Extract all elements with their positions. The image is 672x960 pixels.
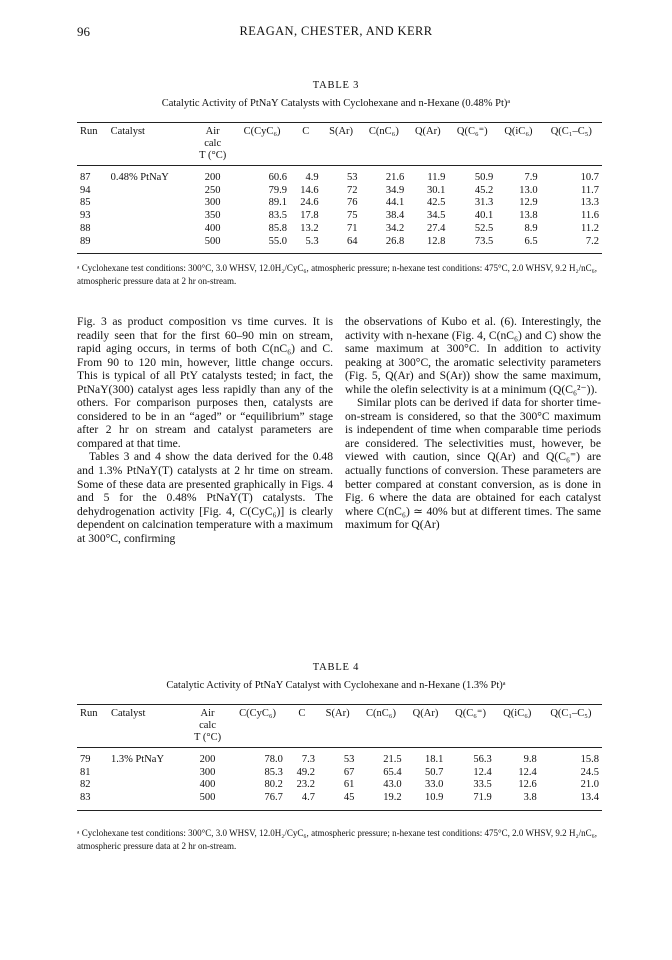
paragraph: Tables 3 and 4 show the data derived for the 0.48 and 1.3% PtNaY(T) catalysts at 2 hr time on stream. Some of these data are presented graphically in Figs. 4 and 5 for the 0.48% PtNaY(T) catalysts. The dehydrogenation activity [Fig. 4, C(CyC₆)] is clearly dependent on calcination temperature with a maximum at 300°C, confirming	[77, 450, 333, 545]
column-header: Q(C₁–C₅)	[540, 705, 602, 748]
table-cell: 34.5	[426, 210, 446, 222]
table-cell: 85	[80, 197, 91, 209]
table-cell: 18.1	[424, 754, 444, 765]
column-header: Q(Ar)	[407, 123, 448, 166]
table-cell: 300	[199, 766, 216, 778]
table-cell: 30.1	[426, 184, 446, 196]
table-cell: 27.4	[426, 222, 446, 234]
table-cell: 93	[80, 210, 91, 222]
table-cell: 33.5	[473, 779, 492, 791]
table-cell: 45	[318, 792, 357, 810]
table-cell: 350	[204, 210, 221, 222]
table-cell: 85.3	[264, 766, 283, 778]
table-cell: 34.2	[385, 222, 405, 234]
table-cell: 85.8	[268, 222, 287, 234]
table-cell: 72	[347, 184, 358, 196]
table-cell: 24.5	[580, 766, 599, 778]
table-cell: 33.0	[424, 779, 444, 791]
column-header: Q(iC₆)	[495, 705, 540, 748]
table-cell	[108, 185, 192, 198]
header-row	[77, 705, 602, 748]
table-cell: 400	[199, 779, 216, 791]
table-cell: 200	[204, 172, 221, 183]
table-cell: 1.3% PtNaY	[110, 754, 165, 765]
table-cell: 17.8	[300, 210, 319, 222]
column-header: Catalyst	[108, 705, 186, 748]
table-cell: 65.4	[383, 766, 402, 778]
table-cell	[108, 210, 192, 223]
table-row	[77, 210, 602, 223]
table-cell: 60.6	[268, 172, 287, 183]
table4	[77, 704, 602, 811]
table-cell: 50.7	[424, 766, 444, 778]
table-row	[77, 185, 602, 198]
table-cell: 31.3	[474, 197, 494, 209]
table-cell: 26.8	[361, 236, 408, 254]
table-cell: 7.9	[524, 172, 538, 183]
running-head: REAGAN, CHESTER, AND KERR	[239, 24, 433, 38]
table4-caption	[0, 662, 672, 691]
table-cell: 4.9	[305, 172, 319, 183]
table-cell: 44.1	[385, 197, 405, 209]
table-cell: 21.6	[385, 172, 405, 183]
table-cell	[108, 792, 186, 810]
table4-footnote: ᵃ Cyclohexane test conditions: 300°C, 3.0 WHSV, 12.0H₂/CyC₆, atmospheric pressure; n-hexane test conditions: 475°C, 2.0 WHSV, 9.2 H₂/nC₆, atmospheric pressure data at 2 hr on-stream.	[77, 828, 597, 851]
table-cell: 40.1	[474, 210, 494, 222]
column-header: C(CyC₆)	[234, 123, 290, 166]
table-cell: 34.9	[385, 184, 405, 196]
table-cell	[108, 197, 192, 210]
table-cell: 13.8	[519, 210, 538, 222]
column-header: Air calc T (°C)	[191, 123, 234, 166]
table-row	[77, 767, 602, 780]
table-cell: 61	[343, 779, 355, 791]
table-cell: 8.9	[524, 222, 538, 234]
table-cell: 21.5	[383, 754, 402, 765]
column-header: S(Ar)	[322, 123, 361, 166]
table-cell: 76	[347, 197, 358, 209]
table-cell: 0.48% PtNaY	[110, 172, 169, 183]
table-cell: 12.8	[407, 236, 448, 254]
table-cell: 200	[199, 754, 216, 765]
table-cell: 78.0	[264, 754, 283, 765]
table-cell: 79.9	[268, 184, 287, 196]
table-cell: 71	[347, 222, 358, 234]
table-row	[77, 779, 602, 792]
paragraph: Similar plots can be derived if data for shorter time-on-stream is considered, so that the 300°C maximum is independent of time when comparable time periods are considered. The selectivities must, however, be viewed with caution, since Q(Ar) and Q(C₆⁼) are actually functions of conversion. These parameters are better compared at constant conversion, as is done in Fig. 6 where the data are obtained for each catalyst where C(nC₆) ≃ 40% but at different times. The same maximum for Q(Ar)	[345, 396, 601, 532]
table-cell: 82	[80, 779, 91, 791]
table-cell: 49.2	[296, 766, 315, 778]
table-cell: 11.2	[581, 222, 599, 234]
page-header	[0, 24, 672, 40]
column-header: Catalyst	[108, 123, 192, 166]
table-cell: 5.3	[290, 236, 322, 254]
table-cell: 21.0	[580, 779, 599, 791]
column-header: Q(C₆⁼)	[448, 123, 496, 166]
page-number: 96	[77, 24, 90, 39]
table4-number: TABLE 4	[312, 662, 360, 673]
table-cell: 7.3	[301, 754, 315, 765]
table-cell	[108, 779, 186, 792]
column-header: S(Ar)	[318, 705, 357, 748]
column-header: Run	[77, 123, 108, 166]
column-header: C(CyC₆)	[229, 705, 286, 748]
table-cell: 76.7	[229, 792, 286, 810]
table-cell: 45.2	[474, 184, 494, 196]
table-cell: 3.8	[495, 792, 540, 810]
table-cell: 500	[186, 792, 230, 810]
column-header: Q(C₆⁼)	[446, 705, 494, 748]
table-cell: 12.9	[519, 197, 538, 209]
paragraph: the observations of Kubo et al. (6). Interestingly, the activity with n-hexane (Fig. 4, C(nC₆) and C) show the same maximum at 300°C. In addition to activity peaking at 300°C, the aromatic selectivity parameters (Fig. 5, Q(Ar) and S(Ar)) show the same maximum, while the olefin selectivity is at a minimum (Q(C₆²⁻)).	[345, 315, 601, 396]
table-cell: 88	[80, 222, 91, 234]
table-cell: 43.0	[383, 779, 402, 791]
table-cell: 13.4	[540, 792, 602, 810]
table-cell: 11.6	[581, 210, 599, 222]
table3-title: Catalytic Activity of PtNaY Catalysts with Cyclohexane and n-Hexane (0.48% Pt)ᵃ	[161, 98, 511, 109]
table-cell: 53	[343, 754, 355, 765]
table-cell: 250	[204, 184, 221, 196]
table-row	[77, 748, 602, 767]
table-cell: 23.2	[296, 779, 315, 791]
table-cell: 56.3	[473, 754, 492, 765]
table-row	[77, 223, 602, 236]
table-cell: 42.5	[426, 197, 446, 209]
table-cell: 7.2	[541, 236, 602, 254]
table-cell	[108, 767, 186, 780]
column-header: Q(iC₆)	[496, 123, 540, 166]
table-cell: 24.6	[300, 197, 319, 209]
table-cell: 81	[80, 766, 91, 778]
table4-title: Catalytic Activity of PtNaY Catalyst with Cyclohexane and n-Hexane (1.3% Pt)ᵃ	[166, 680, 506, 691]
table3-caption	[0, 80, 672, 109]
table-cell: 52.5	[474, 222, 494, 234]
table-cell: 13.3	[580, 197, 599, 209]
table-cell: 500	[191, 236, 234, 254]
column-header: C(nC₆)	[361, 123, 408, 166]
table-cell: 75	[347, 210, 358, 222]
table-cell: 71.9	[446, 792, 494, 810]
column-header: Q(C₁–C₅)	[541, 123, 602, 166]
left-column	[77, 315, 333, 545]
table-cell: 12.4	[518, 766, 537, 778]
column-header: C	[290, 123, 322, 166]
column-header: Run	[77, 705, 108, 748]
table-cell: 13.0	[519, 184, 538, 196]
column-header: C	[286, 705, 318, 748]
table-cell: 50.9	[474, 172, 494, 183]
column-header: C(nC₆)	[357, 705, 404, 748]
table-cell: 89.1	[268, 197, 287, 209]
table3	[77, 122, 602, 254]
paragraph: Fig. 3 as product composition vs time curves. It is readily seen that for the first 60–90 min on stream, rapid aging occurs, in terms of both C(nC₆) and C. From 90 to 120 min, however, little change occurs. This is typical of all PtY catalysts tested; in fact, the PtNaY(300) catalyst ages less rapidly than any of the others. For comparison purposes then, catalysts are considered to be in an “aged” or “equilibrium” stage after 2 hr on stream and catalyst parameters are compared at that time.	[77, 315, 333, 450]
table-cell: 14.6	[300, 184, 319, 196]
table-cell: 80.2	[264, 779, 283, 791]
table-cell: 12.6	[518, 779, 537, 791]
table-cell: 55.0	[234, 236, 290, 254]
table-cell: 67	[343, 766, 355, 778]
table-cell: 9.8	[523, 754, 537, 765]
table-cell: 11.7	[581, 184, 599, 196]
table-cell: 38.4	[385, 210, 405, 222]
table-cell: 13.2	[300, 222, 319, 234]
table-cell: 11.9	[427, 172, 446, 183]
header-row	[77, 123, 602, 166]
table-cell: 73.5	[448, 236, 496, 254]
table3-number: TABLE 3	[312, 80, 360, 91]
table-row	[77, 792, 602, 810]
table-cell: 19.2	[357, 792, 404, 810]
table-cell: 10.9	[405, 792, 447, 810]
table-cell: 300	[204, 197, 221, 209]
table-cell: 12.4	[473, 766, 492, 778]
table-row	[77, 236, 602, 254]
table-row	[77, 197, 602, 210]
table3-footnote: ᵃ Cyclohexane test conditions: 300°C, 3.0 WHSV, 12.0H₂/CyC₆, atmospheric pressure; n-hexane test conditions: 475°C, 2.0 WHSV, 9.2 H₂/nC₆, atmospheric pressure data at 2 hr on-stream.	[77, 263, 597, 286]
table-cell: 4.7	[286, 792, 318, 810]
table-cell: 87	[80, 172, 91, 183]
table-cell: 83.5	[268, 210, 287, 222]
table-cell: 89	[77, 236, 108, 254]
column-header: Air calc T (°C)	[186, 705, 230, 748]
column-header: Q(Ar)	[405, 705, 447, 748]
table-cell: 79	[80, 754, 91, 765]
table-cell: 10.7	[580, 172, 599, 183]
table-cell	[108, 236, 192, 254]
table-cell: 83	[77, 792, 108, 810]
table-cell: 15.8	[580, 754, 599, 765]
table-cell	[108, 223, 192, 236]
table-cell: 94	[80, 184, 91, 196]
table-cell: 53	[347, 172, 358, 183]
table-cell: 400	[204, 222, 221, 234]
table-cell: 6.5	[496, 236, 540, 254]
table-row	[77, 166, 602, 185]
table-cell: 64	[322, 236, 361, 254]
right-column	[345, 315, 601, 532]
